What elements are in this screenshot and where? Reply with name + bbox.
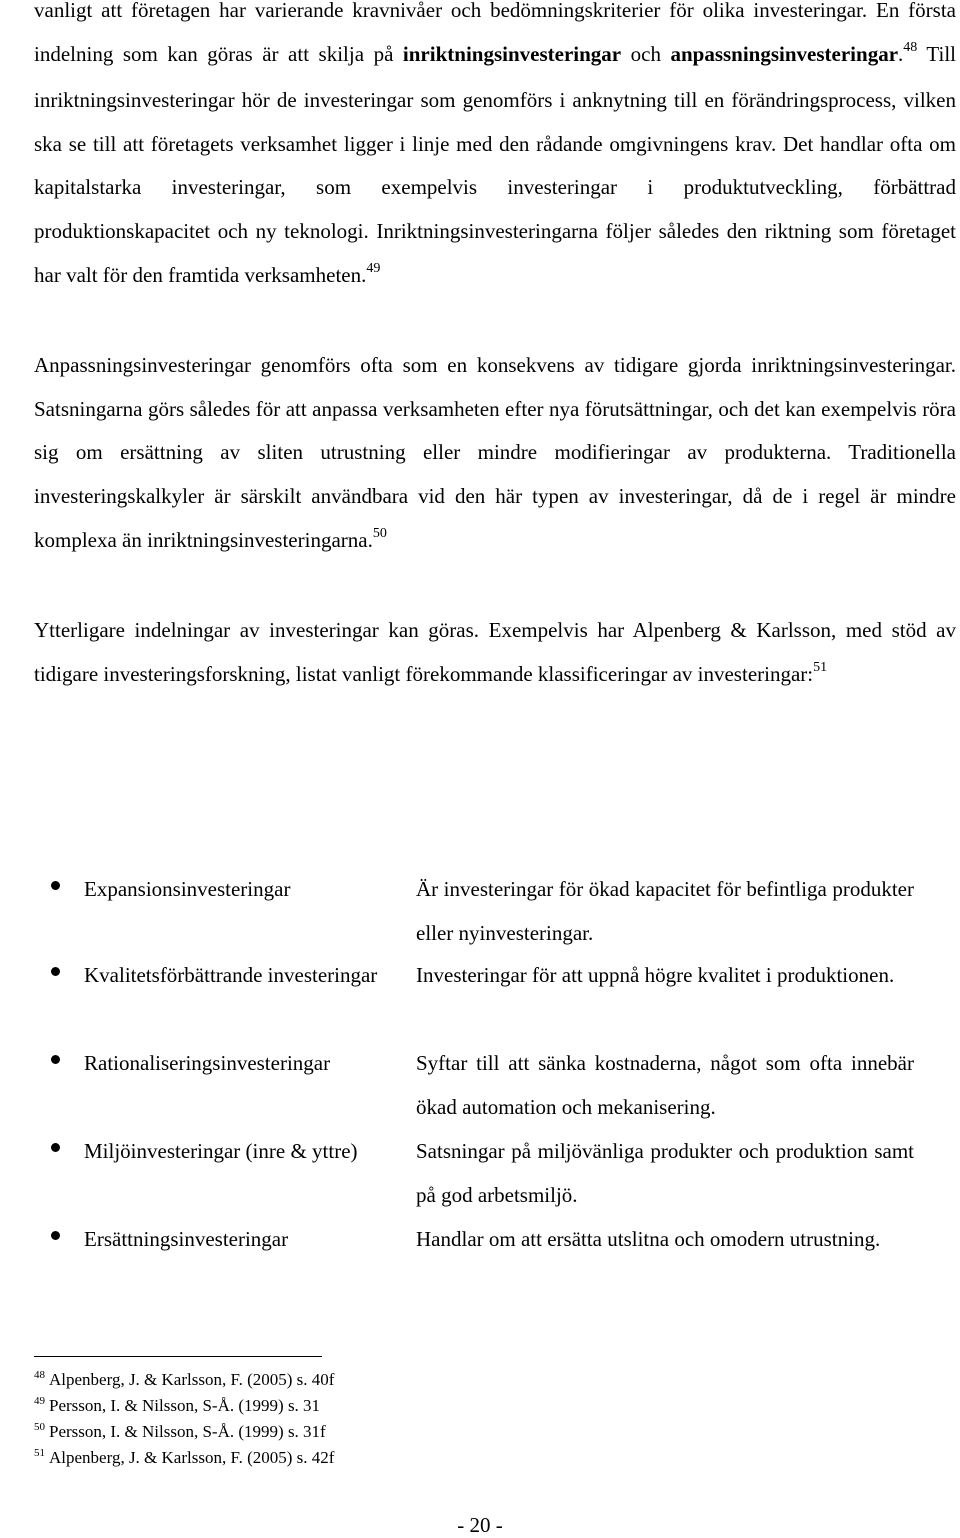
p1-text-a: vanligt att företagen har varierande kravnivåer och bedömningskriterier för olika investeringar. En första indelning som kan göras är att skilja på (34, 0, 956, 66)
footnote-text: Persson, I. & Nilsson, S-Å. (1999) s. 31f (49, 1422, 326, 1441)
bullet-icon (51, 1055, 60, 1064)
paragraph-anpassningsinvesteringar (34, 344, 956, 565)
footnote-text: Alpenberg, J. & Karlsson, F. (2005) s. 40f (49, 1370, 335, 1389)
p1-text-d: . (898, 41, 904, 66)
paragraph-further-classifications (34, 609, 956, 699)
list-item-description: Är investeringar för ökad kapacitet för befintliga produkter eller nyinvesteringar. (416, 877, 914, 945)
p3-text: Ytterligare indelningar av investeringar kan göras. Exempelvis har Alpenberg & Karlsson, med stöd av tidigare investeringsforskning, listat vanligt förekommande klassificeringar av investeringar: (34, 618, 956, 686)
footnote-text: Alpenberg, J. & Karlsson, F. (2005) s. 42f (49, 1448, 335, 1467)
footnote-50 (34, 1420, 634, 1446)
p1-text-e: Till inriktningsinvesteringar hör de investeringar som genomförs i anknytning till en förändringsprocess, vilken ska se till att företagets verksamhet ligger i linje med den rådande omgivningens krav. Det handlar ofta om kapitalstarka investeringar, som exempelvis investeringar i produktutveckling, förbättrad produktionskapacitet och ny teknologi. Inriktningsinvesteringarna följer således den riktning som företaget har valt för den framtida verksamheten. (34, 41, 956, 287)
paragraph-investment-types (34, 0, 956, 300)
footnote-number: 50 (34, 1421, 45, 1433)
list-item-description: Satsningar på miljövänliga produkter och produktion samt på god arbetsmiljö. (416, 1139, 914, 1207)
bullet-icon (51, 881, 60, 890)
footnotes (34, 1368, 634, 1472)
list-item-description: Syftar till att sänka kostnaderna, något som ofta innebär ökad automation och mekanisering. (416, 1051, 914, 1119)
footnote-ref-50: 50 (372, 525, 387, 541)
document-page (34, 0, 956, 699)
footnote-ref-49: 49 (366, 260, 381, 276)
list-item-term: Expansionsinvesteringar (84, 877, 291, 901)
list-item-term: Miljöinvesteringar (inre & yttre) (84, 1139, 358, 1163)
bullet-icon (51, 1231, 60, 1240)
term-inriktningsinvesteringar: inriktningsinvesteringar (402, 41, 622, 66)
term-anpassningsinvesteringar: anpassningsinvesteringar (670, 41, 899, 66)
footnote-ref-51: 51 (813, 659, 828, 675)
footnote-ref-48: 48 (903, 39, 918, 55)
bullet-icon (51, 1143, 60, 1152)
list-item-term: Rationaliseringsinvesteringar (84, 1051, 331, 1075)
footnote-49 (34, 1394, 634, 1420)
footnote-number: 49 (34, 1395, 45, 1407)
bullet-icon (51, 967, 60, 976)
footnote-number: 51 (34, 1447, 45, 1459)
page-number: - 20 - (457, 1513, 503, 1537)
list-item-term: Ersättningsinvesteringar (84, 1227, 289, 1251)
footnote-number: 48 (34, 1369, 45, 1381)
footnote-48 (34, 1368, 634, 1394)
p2-text: Anpassningsinvesteringar genomförs ofta som en konsekvens av tidigare gjorda inriktningsinvesteringar. Satsningarna görs således för att anpassa verksamheten efter nya förutsättningar, och det kan exempelvis röra sig om ersättning av sliten utrustning eller mindre modifieringar av produkterna. Traditionella investeringskalkyler är särskilt användbara vid den här typen av investeringar, då de i regel är mindre komplexa än inriktningsinvesteringarna. (34, 353, 956, 552)
footnote-51 (34, 1446, 634, 1472)
footnote-text: Persson, I. & Nilsson, S-Å. (1999) s. 31 (49, 1396, 321, 1415)
p1-text-c: och (621, 41, 671, 66)
list-item-description: Handlar om att ersätta utslitna och omodern utrustning. (416, 1227, 881, 1251)
footnote-separator (34, 1356, 322, 1357)
list-item-term: Kvalitetsförbättrande investeringar (84, 963, 378, 987)
list-item-description: Investeringar för att uppnå högre kvalitet i produktionen. (416, 963, 895, 987)
